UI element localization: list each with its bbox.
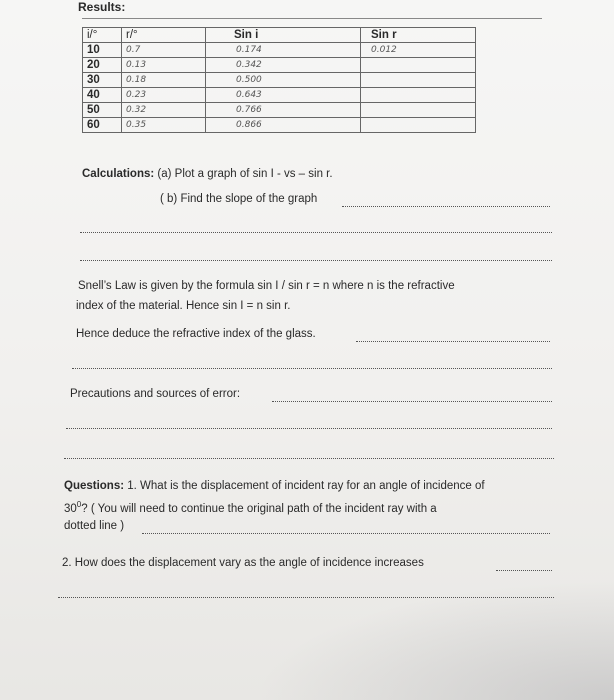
cell-sin-r: [361, 73, 476, 88]
question-1-line-1: [64, 480, 485, 492]
deduce-refractive-index: Hence deduce the refractive index of the glass.: [76, 328, 316, 340]
question-1-line-3: dotted line ): [64, 520, 125, 532]
header-angle-r: r/°: [122, 28, 206, 43]
question-2: 2. How does the displacement vary as the angle of incidence increases: [62, 557, 424, 569]
cell-r: 0.7: [122, 43, 206, 58]
results-title: Results:: [78, 0, 126, 14]
cell-sin-r: 0.012: [361, 43, 476, 58]
cell-i: 20: [83, 58, 122, 73]
answer-line: [342, 206, 550, 207]
cell-i: 30: [83, 73, 122, 88]
header-sin-r: Sin r: [361, 28, 476, 43]
cell-i: 60: [83, 118, 122, 133]
answer-line: [80, 232, 552, 233]
cell-i: 40: [83, 88, 122, 103]
cell-r: 0.18: [122, 73, 206, 88]
answer-line: [272, 401, 552, 402]
cell-sin-i: 0.174: [206, 43, 361, 58]
header-sin-i: Sin i: [206, 28, 361, 43]
header-angle-i: i/°: [83, 28, 122, 43]
answer-line: [142, 533, 550, 534]
calculations-label: Calculations:: [82, 168, 155, 180]
table-row: [83, 58, 476, 73]
cell-sin-r: [361, 88, 476, 103]
cell-sin-i: 0.500: [206, 73, 361, 88]
answer-line: [72, 368, 552, 369]
paper-shadow: [254, 580, 614, 700]
cell-i: 50: [83, 103, 122, 118]
precautions-label: Precautions and sources of error:: [70, 388, 241, 400]
question-1-line-2: [64, 500, 437, 515]
table-header-row: [83, 28, 476, 43]
cell-sin-r: [361, 58, 476, 73]
cell-sin-i: 0.766: [206, 103, 361, 118]
answer-line: [356, 341, 550, 342]
answer-line: [58, 597, 554, 598]
cell-r: 0.35: [122, 118, 206, 133]
cell-r: 0.32: [122, 103, 206, 118]
table-row: [83, 103, 476, 118]
answer-line: [64, 458, 554, 459]
cell-sin-r: [361, 118, 476, 133]
question-1-angle-superscript: 0: [76, 500, 82, 509]
question-1-text: 1. What is the displacement of incident ray for an angle of incidence of: [127, 480, 485, 492]
table-row: [83, 73, 476, 88]
answer-line: [496, 570, 552, 571]
answer-line: [80, 260, 552, 261]
table-row: [83, 43, 476, 58]
question-1-line-2-text: ? ( You will need to continue the original path of the incident ray with a: [81, 502, 437, 515]
cell-sin-i: 0.866: [206, 118, 361, 133]
cell-r: 0.23: [122, 88, 206, 103]
calculations-part-a: (a) Plot a graph of sin I - vs – sin r.: [157, 168, 333, 180]
calculations-part-b: ( b) Find the slope of the graph: [160, 193, 318, 205]
cell-r: 0.13: [122, 58, 206, 73]
question-1-angle: 30: [64, 502, 77, 515]
table-row: [83, 88, 476, 103]
cell-sin-i: 0.643: [206, 88, 361, 103]
questions-label: Questions:: [64, 480, 125, 492]
cell-sin-r: [361, 103, 476, 118]
table-row: [83, 118, 476, 133]
answer-line: [66, 428, 552, 429]
cell-sin-i: 0.342: [206, 58, 361, 73]
calculations-heading: [82, 168, 333, 180]
snell-law-line-2: index of the material. Hence sin I = n sin r.: [76, 300, 291, 312]
cell-i: 10: [83, 43, 122, 58]
results-table: [82, 27, 476, 133]
snell-law-line-1: Snell’s Law is given by the formula sin I / sin r = n where n is the refractive: [78, 280, 455, 292]
